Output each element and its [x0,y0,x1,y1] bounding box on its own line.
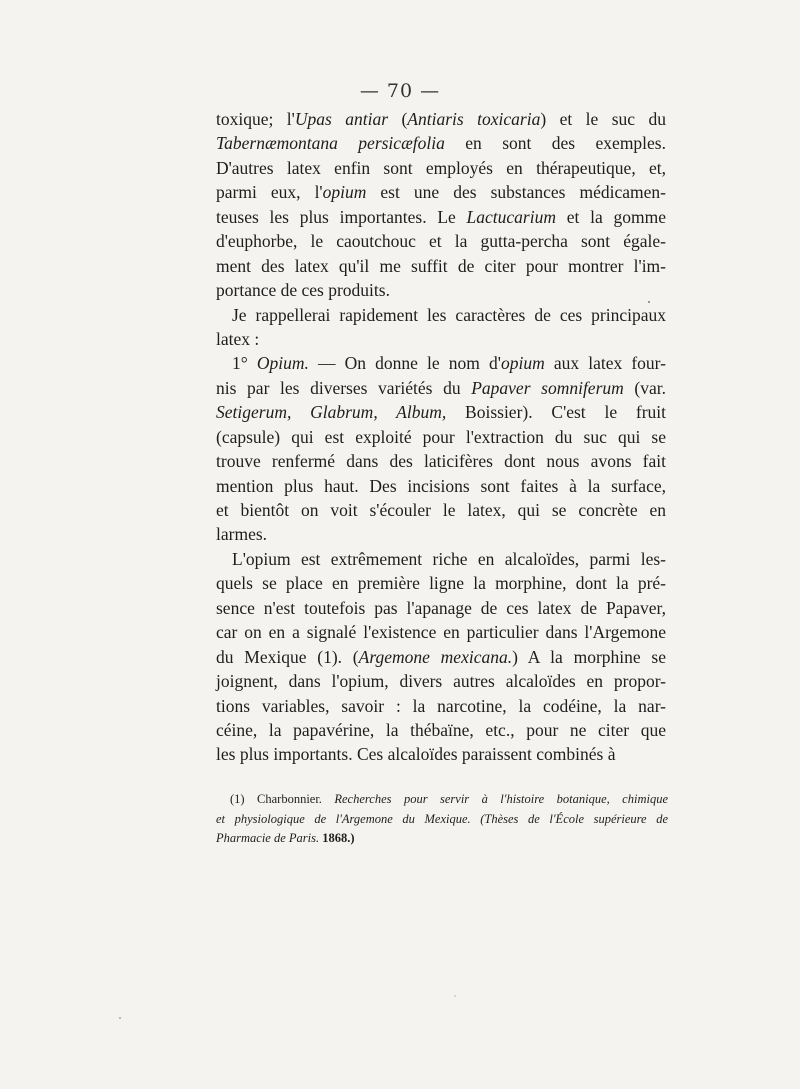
text-span: ment des latex qu'il me suffit de citer pour montrer l'im- [216,255,666,276]
text-span: portance de ces produits. [216,280,390,301]
text-line [216,107,666,131]
italic-text-span: Argemone mexicana. [358,646,513,667]
text-span: aux latex four- [544,353,666,374]
text-line [216,596,666,620]
italic-text-span: opium [322,182,367,203]
text-line [216,694,666,718]
italic-text-span: Upas antiar [294,109,389,129]
text-line [216,571,666,595]
italic-text-span: Tabernæmontana persicæfolia [216,133,445,154]
text-span: larmes. [216,524,268,545]
italic-text-span: Recherches pour servir à l'histoire botanique, chimique [334,792,668,806]
text-span: Je rappellerai rapidement les caractères de ces principaux [232,304,666,325]
text-line [216,229,666,253]
text-line [216,327,666,351]
text-span: teuses les plus importantes. Le [216,206,467,227]
text-span: 1° [232,353,257,374]
italic-text-span: opium [500,353,545,374]
text-span: nis par les diverses variétés du [216,377,472,398]
text-span: sence n'est toutefois pas l'apanage de ces latex de Papaver, [216,597,666,618]
text-span: les plus importants. Ces alcaloïdes paraissent combinés à [216,744,616,765]
text-line [216,156,666,180]
text-span: ( [388,109,408,129]
text-span: — On donne le nom d' [308,353,501,374]
text-span: et la gomme [556,206,666,227]
text-span: D'autres latex enfin sont employés en thérapeutique, et, [216,157,666,178]
footnote-line [216,829,668,849]
text-line [216,376,666,400]
text-span: car on en a signalé l'existence en particulier dans l'Argemone [216,622,666,643]
italic-text-span: Opium. [256,353,309,374]
text-line [216,718,666,742]
text-line [216,449,666,473]
text-span: parmi eux, l' [216,182,323,203]
text-line [216,205,666,229]
italic-text-span: Pharmacie de Paris. [216,831,323,845]
text-line [216,498,666,522]
text-span: du Mexique (1). ( [216,646,359,667]
text-line [216,669,666,693]
text-line [216,351,666,375]
text-span: ) A la morphine se [512,646,666,667]
text-span: mention plus haut. Des incisions sont faites à la surface, [216,475,666,496]
text-line [216,303,666,327]
text-span: trouve renfermé dans des laticifères dont nous avons fait [216,451,666,472]
italic-text-span: Papaver somniferum [471,377,624,398]
text-span: (capsule) qui est exploité pour l'extraction du suc qui se [216,426,666,447]
text-line [216,645,666,669]
text-span: joignent, dans l'opium, divers autres alcaloïdes en propor- [216,671,666,692]
footnote [216,790,668,849]
text-span: céine, la papavérine, la thébaïne, etc., pour ne citer que [216,719,666,740]
text-line [216,620,666,644]
text-line [216,522,666,546]
text-line [216,131,666,155]
text-span: latex : [216,328,260,349]
page-number: — 70 — [359,80,441,102]
italic-text-span: et physiologique de l'Argemone du Mexique. (Thèses de l'École supérieure de [216,811,668,826]
text-span: (1) Charbonnier. [230,792,335,806]
italic-text-span: Antiaris toxicaria [407,109,541,129]
text-line [216,474,666,498]
text-span: 1868.) [322,831,355,845]
italic-text-span: Lactucarium [466,206,556,227]
text-span: et bientôt on voit s'écouler le latex, qui se concrète en [216,500,666,520]
text-line [216,742,666,766]
text-span: toxique; l' [216,109,295,129]
body-text [216,107,666,767]
text-line [216,425,666,449]
text-line [216,180,666,204]
text-span: en sont des exemples. [444,133,666,154]
text-span: ) et le suc du [540,109,667,129]
text-line [216,278,666,302]
text-line [216,400,666,424]
text-span: L'opium est extrêmement riche en alcaloïdes, parmi les- [232,548,666,569]
text-line [216,547,666,571]
text-span: quels se place en première ligne la morphine, dont la pré- [216,573,666,594]
text-span: Boissier). C'est le fruit [446,402,667,423]
footnote-line [216,790,668,810]
text-span: tions variables, savoir : la narcotine, la codéine, la nar- [216,695,666,716]
italic-text-span: Setigerum, Glabrum, Album, [216,402,447,423]
text-line [216,254,666,278]
text-span: d'euphorbe, le caoutchouc et la gutta-percha sont égale- [216,231,666,252]
text-span: est une des substances médicamen- [366,182,666,203]
footnote-line [216,810,668,830]
text-span: (var. [623,377,666,398]
